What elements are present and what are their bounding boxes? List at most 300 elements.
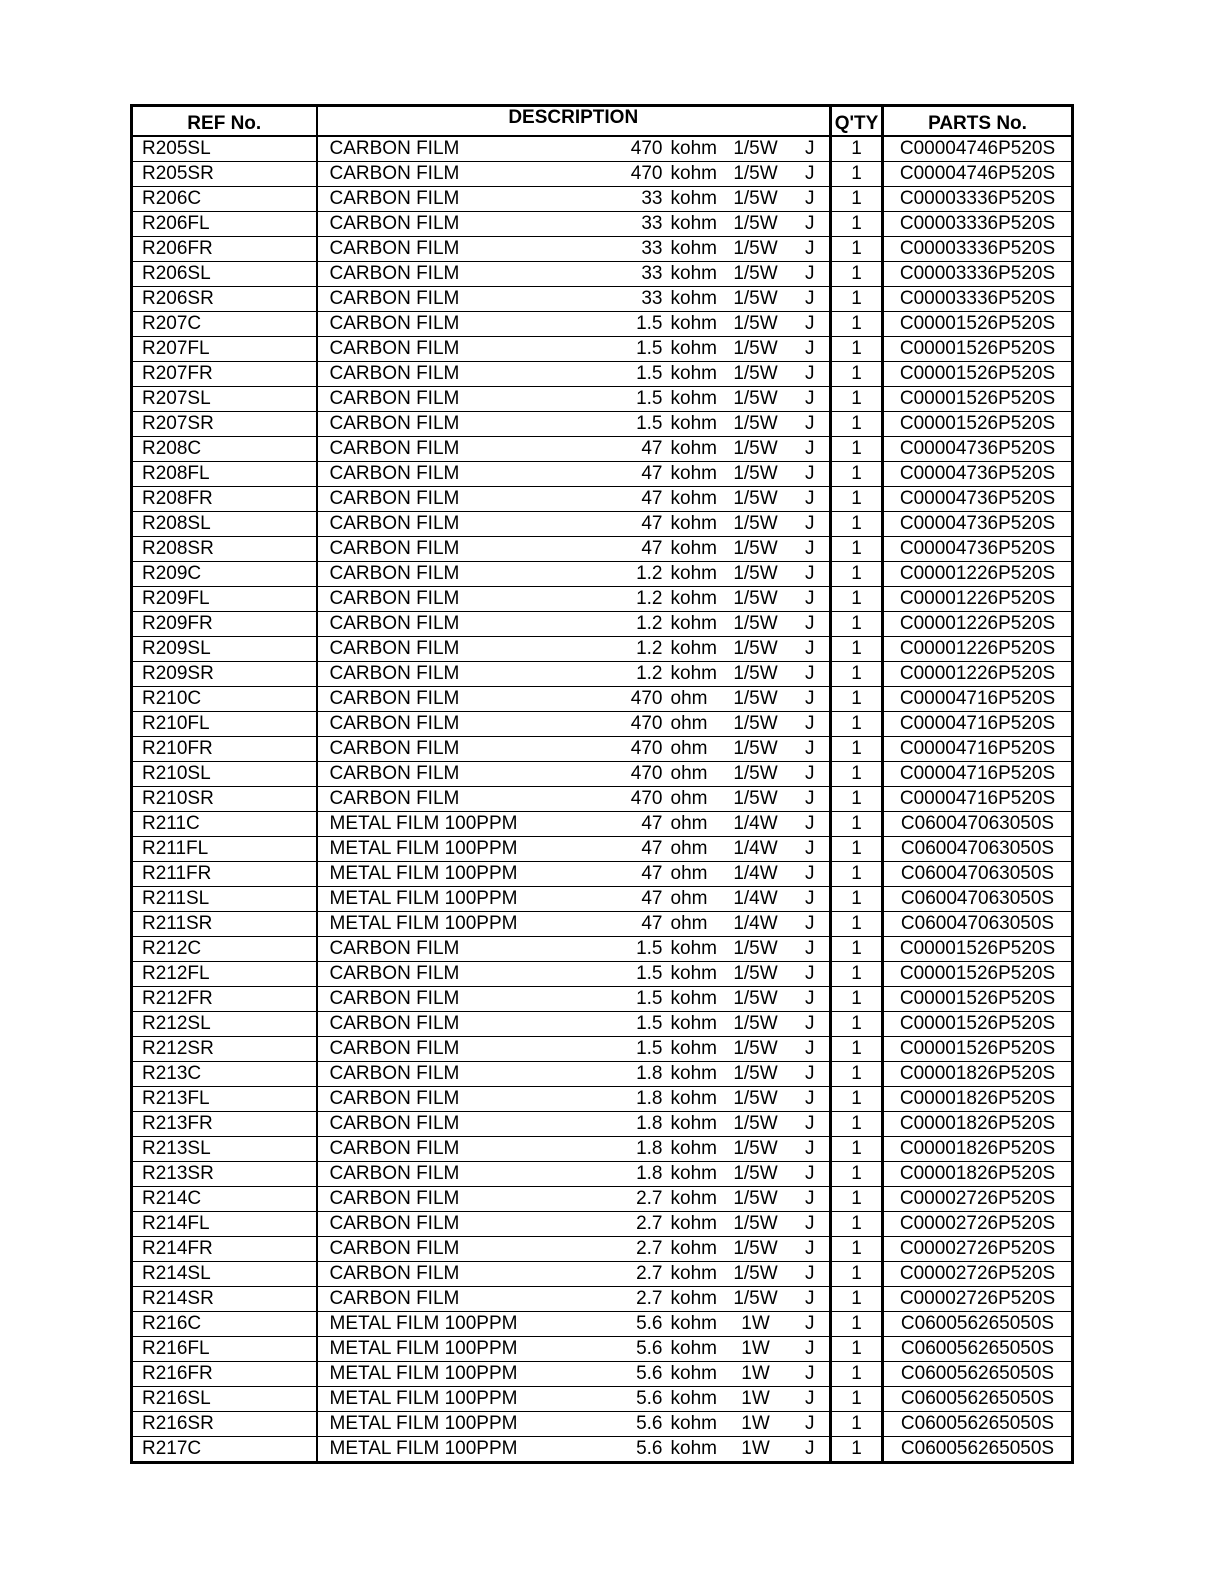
ref-no-cell: R212FR <box>132 987 317 1012</box>
tolerance-cell: J <box>791 362 831 387</box>
value-cell: 5.6 <box>587 1437 663 1463</box>
qty-cell: 1 <box>831 837 883 862</box>
tolerance-cell: J <box>791 412 831 437</box>
ref-no-cell: R205SL <box>132 136 317 162</box>
parts-no-cell: C00001526P520S <box>883 1012 1073 1037</box>
unit-cell: kohm <box>663 512 721 537</box>
table-row <box>132 487 1073 512</box>
table-row <box>132 537 1073 562</box>
value-cell: 1.5 <box>587 412 663 437</box>
tolerance-cell: J <box>791 612 831 637</box>
ref-no-cell: R210SL <box>132 762 317 787</box>
wattage-cell: 1/5W <box>721 162 791 187</box>
table-row <box>132 1137 1073 1162</box>
tolerance-cell: J <box>791 762 831 787</box>
ref-no-cell: R214SL <box>132 1262 317 1287</box>
parts-no-cell: C00004736P520S <box>883 487 1073 512</box>
tolerance-cell: J <box>791 687 831 712</box>
description-cell: CARBON FILM <box>317 937 587 962</box>
parts-no-cell: C00004716P520S <box>883 787 1073 812</box>
ref-no-cell: R214SR <box>132 1287 317 1312</box>
ref-no-cell: R211FL <box>132 837 317 862</box>
wattage-cell: 1/5W <box>721 737 791 762</box>
qty-cell: 1 <box>831 462 883 487</box>
table-header <box>132 106 1073 137</box>
parts-no-cell: C060047063050S <box>883 887 1073 912</box>
description-cell: CARBON FILM <box>317 762 587 787</box>
table-row <box>132 587 1073 612</box>
qty-cell: 1 <box>831 412 883 437</box>
unit-cell: kohm <box>663 1237 721 1262</box>
description-cell: CARBON FILM <box>317 287 587 312</box>
table-row <box>132 1287 1073 1312</box>
wattage-cell: 1W <box>721 1437 791 1463</box>
unit-cell: ohm <box>663 687 721 712</box>
value-cell: 47 <box>587 812 663 837</box>
value-cell: 2.7 <box>587 1212 663 1237</box>
description-cell: CARBON FILM <box>317 687 587 712</box>
description-cell: METAL FILM 100PPM <box>317 1412 587 1437</box>
value-cell: 1.5 <box>587 1037 663 1062</box>
unit-cell: ohm <box>663 887 721 912</box>
wattage-cell: 1/5W <box>721 587 791 612</box>
qty-cell: 1 <box>831 1087 883 1112</box>
tolerance-cell: J <box>791 1337 831 1362</box>
value-cell: 1.8 <box>587 1087 663 1112</box>
tolerance-cell: J <box>791 1387 831 1412</box>
description-cell: CARBON FILM <box>317 437 587 462</box>
value-cell: 1.5 <box>587 1012 663 1037</box>
tolerance-cell: J <box>791 1037 831 1062</box>
unit-cell: kohm <box>663 1412 721 1437</box>
parts-no-cell: C00004736P520S <box>883 462 1073 487</box>
value-cell: 1.2 <box>587 637 663 662</box>
qty-cell: 1 <box>831 987 883 1012</box>
parts-no-cell: C00002726P520S <box>883 1262 1073 1287</box>
parts-no-cell: C00001826P520S <box>883 1137 1073 1162</box>
wattage-cell: 1/5W <box>721 1162 791 1187</box>
parts-no-cell: C060056265050S <box>883 1437 1073 1463</box>
tolerance-cell: J <box>791 1312 831 1337</box>
ref-no-cell: R211SL <box>132 887 317 912</box>
ref-no-cell: R208C <box>132 437 317 462</box>
tolerance-cell: J <box>791 1062 831 1087</box>
ref-no-cell: R208FR <box>132 487 317 512</box>
description-cell: METAL FILM 100PPM <box>317 1312 587 1337</box>
value-cell: 33 <box>587 212 663 237</box>
tolerance-cell: J <box>791 1162 831 1187</box>
value-cell: 470 <box>587 737 663 762</box>
parts-no-cell: C060056265050S <box>883 1337 1073 1362</box>
parts-no-cell: C060047063050S <box>883 837 1073 862</box>
qty-cell: 1 <box>831 662 883 687</box>
unit-cell: kohm <box>663 1212 721 1237</box>
value-cell: 33 <box>587 287 663 312</box>
tolerance-cell: J <box>791 487 831 512</box>
description-cell: CARBON FILM <box>317 262 587 287</box>
ref-no-cell: R211FR <box>132 862 317 887</box>
value-cell: 33 <box>587 187 663 212</box>
description-cell: CARBON FILM <box>317 1137 587 1162</box>
qty-cell: 1 <box>831 1012 883 1037</box>
description-cell: METAL FILM 100PPM <box>317 812 587 837</box>
parts-no-cell: C00003336P520S <box>883 212 1073 237</box>
table-row <box>132 1237 1073 1262</box>
tolerance-cell: J <box>791 1412 831 1437</box>
qty-cell: 1 <box>831 212 883 237</box>
ref-no-cell: R206C <box>132 187 317 212</box>
table-row <box>132 1262 1073 1287</box>
table-row <box>132 787 1073 812</box>
table-row <box>132 287 1073 312</box>
wattage-cell: 1/5W <box>721 987 791 1012</box>
wattage-cell: 1/5W <box>721 412 791 437</box>
unit-cell: ohm <box>663 837 721 862</box>
parts-no-cell: C00001526P520S <box>883 987 1073 1012</box>
value-cell: 2.7 <box>587 1187 663 1212</box>
value-cell: 470 <box>587 787 663 812</box>
qty-cell: 1 <box>831 562 883 587</box>
table-row <box>132 1437 1073 1463</box>
qty-cell: 1 <box>831 1362 883 1387</box>
parts-no-cell: C00001226P520S <box>883 662 1073 687</box>
ref-no-cell: R210FL <box>132 712 317 737</box>
qty-cell: 1 <box>831 1112 883 1137</box>
description-cell: CARBON FILM <box>317 987 587 1012</box>
value-cell: 1.5 <box>587 987 663 1012</box>
parts-no-cell: C00004736P520S <box>883 537 1073 562</box>
wattage-cell: 1/5W <box>721 1212 791 1237</box>
ref-no-cell: R214C <box>132 1187 317 1212</box>
table-row <box>132 837 1073 862</box>
unit-cell: kohm <box>663 662 721 687</box>
ref-no-cell: R209FL <box>132 587 317 612</box>
parts-no-cell: C00001526P520S <box>883 1037 1073 1062</box>
tolerance-cell: J <box>791 287 831 312</box>
wattage-cell: 1/5W <box>721 237 791 262</box>
parts-no-cell: C00001526P520S <box>883 937 1073 962</box>
table-row <box>132 1412 1073 1437</box>
table-row <box>132 136 1073 162</box>
ref-no-cell: R216FR <box>132 1362 317 1387</box>
tolerance-cell: J <box>791 862 831 887</box>
value-cell: 1.5 <box>587 312 663 337</box>
qty-cell: 1 <box>831 862 883 887</box>
unit-cell: kohm <box>663 1362 721 1387</box>
unit-cell: kohm <box>663 587 721 612</box>
value-cell: 470 <box>587 712 663 737</box>
qty-cell: 1 <box>831 1212 883 1237</box>
value-cell: 1.2 <box>587 562 663 587</box>
value-cell: 2.7 <box>587 1287 663 1312</box>
wattage-cell: 1/5W <box>721 962 791 987</box>
ref-no-cell: R207C <box>132 312 317 337</box>
unit-cell: kohm <box>663 212 721 237</box>
wattage-cell: 1/5W <box>721 1037 791 1062</box>
value-cell: 1.8 <box>587 1162 663 1187</box>
tolerance-cell: J <box>791 537 831 562</box>
wattage-cell: 1/5W <box>721 1237 791 1262</box>
parts-no-cell: C00001526P520S <box>883 362 1073 387</box>
tolerance-cell: J <box>791 987 831 1012</box>
description-cell: METAL FILM 100PPM <box>317 912 587 937</box>
tolerance-cell: J <box>791 1087 831 1112</box>
ref-no-cell: R205SR <box>132 162 317 187</box>
unit-cell: kohm <box>663 1337 721 1362</box>
value-cell: 2.7 <box>587 1237 663 1262</box>
wattage-cell: 1/5W <box>721 387 791 412</box>
parts-no-cell: C060047063050S <box>883 862 1073 887</box>
unit-cell: kohm <box>663 987 721 1012</box>
ref-no-cell: R208SR <box>132 537 317 562</box>
wattage-cell: 1/5W <box>721 487 791 512</box>
description-cell: CARBON FILM <box>317 1012 587 1037</box>
description-cell: CARBON FILM <box>317 136 587 162</box>
unit-cell: kohm <box>663 162 721 187</box>
value-cell: 5.6 <box>587 1337 663 1362</box>
table-row <box>132 362 1073 387</box>
ref-no-cell: R208FL <box>132 462 317 487</box>
qty-cell: 1 <box>831 712 883 737</box>
tolerance-cell: J <box>791 462 831 487</box>
qty-cell: 1 <box>831 1387 883 1412</box>
parts-no-cell: C00002726P520S <box>883 1212 1073 1237</box>
ref-no-cell: R216FL <box>132 1337 317 1362</box>
ref-no-cell: R206SR <box>132 287 317 312</box>
wattage-cell: 1W <box>721 1337 791 1362</box>
wattage-cell: 1/5W <box>721 1137 791 1162</box>
table-row <box>132 237 1073 262</box>
value-cell: 1.5 <box>587 387 663 412</box>
qty-cell: 1 <box>831 912 883 937</box>
unit-cell: kohm <box>663 262 721 287</box>
parts-no-cell: C00001826P520S <box>883 1062 1073 1087</box>
tolerance-cell: J <box>791 437 831 462</box>
qty-cell: 1 <box>831 762 883 787</box>
tolerance-cell: J <box>791 912 831 937</box>
qty-cell: 1 <box>831 1437 883 1463</box>
unit-cell: kohm <box>663 362 721 387</box>
table-row <box>132 812 1073 837</box>
table-row <box>132 1012 1073 1037</box>
wattage-cell: 1/5W <box>721 1012 791 1037</box>
parts-no-cell: C00004746P520S <box>883 136 1073 162</box>
parts-no-cell: C00004736P520S <box>883 512 1073 537</box>
parts-no-cell: C00004716P520S <box>883 712 1073 737</box>
qty-cell: 1 <box>831 737 883 762</box>
table-row <box>132 862 1073 887</box>
unit-cell: kohm <box>663 562 721 587</box>
qty-cell: 1 <box>831 1187 883 1212</box>
description-cell: CARBON FILM <box>317 637 587 662</box>
unit-cell: ohm <box>663 737 721 762</box>
tolerance-cell: J <box>791 887 831 912</box>
qty-cell: 1 <box>831 1412 883 1437</box>
wattage-cell: 1/5W <box>721 1087 791 1112</box>
parts-no-cell: C060056265050S <box>883 1362 1073 1387</box>
description-cell: CARBON FILM <box>317 562 587 587</box>
wattage-cell: 1/5W <box>721 212 791 237</box>
table-row <box>132 387 1073 412</box>
description-cell: CARBON FILM <box>317 387 587 412</box>
tolerance-cell: J <box>791 337 831 362</box>
value-cell: 1.2 <box>587 587 663 612</box>
qty-cell: 1 <box>831 1262 883 1287</box>
description-cell: METAL FILM 100PPM <box>317 1437 587 1463</box>
parts-no-cell: C00003336P520S <box>883 262 1073 287</box>
parts-no-cell: C00001526P520S <box>883 312 1073 337</box>
parts-no-cell: C00001226P520S <box>883 587 1073 612</box>
qty-cell: 1 <box>831 162 883 187</box>
description-cell: CARBON FILM <box>317 712 587 737</box>
parts-no-cell: C00001826P520S <box>883 1112 1073 1137</box>
table-row <box>132 1387 1073 1412</box>
unit-cell: kohm <box>663 1162 721 1187</box>
wattage-cell: 1/4W <box>721 862 791 887</box>
description-cell: CARBON FILM <box>317 212 587 237</box>
parts-no-cell: C060056265050S <box>883 1312 1073 1337</box>
parts-no-cell: C00001526P520S <box>883 412 1073 437</box>
description-cell: METAL FILM 100PPM <box>317 887 587 912</box>
description-cell: METAL FILM 100PPM <box>317 1387 587 1412</box>
unit-cell: kohm <box>663 237 721 262</box>
parts-no-cell: C00002726P520S <box>883 1287 1073 1312</box>
table-row <box>132 1037 1073 1062</box>
tolerance-cell: J <box>791 712 831 737</box>
unit-cell: kohm <box>663 1112 721 1137</box>
unit-cell: kohm <box>663 937 721 962</box>
wattage-cell: 1/4W <box>721 837 791 862</box>
description-cell: CARBON FILM <box>317 187 587 212</box>
unit-cell: kohm <box>663 1087 721 1112</box>
value-cell: 47 <box>587 862 663 887</box>
tolerance-cell: J <box>791 312 831 337</box>
ref-no-cell: R207FR <box>132 362 317 387</box>
qty-cell: 1 <box>831 362 883 387</box>
unit-cell: kohm <box>663 1187 721 1212</box>
wattage-cell: 1/5W <box>721 637 791 662</box>
ref-no-cell: R213C <box>132 1062 317 1087</box>
ref-no-cell: R210C <box>132 687 317 712</box>
unit-cell: kohm <box>663 1262 721 1287</box>
wattage-cell: 1/5W <box>721 512 791 537</box>
unit-cell: ohm <box>663 787 721 812</box>
table-row <box>132 762 1073 787</box>
qty-cell: 1 <box>831 1162 883 1187</box>
value-cell: 470 <box>587 162 663 187</box>
ref-no-cell: R210SR <box>132 787 317 812</box>
tolerance-cell: J <box>791 812 831 837</box>
value-cell: 1.2 <box>587 612 663 637</box>
ref-no-cell: R214FR <box>132 1237 317 1262</box>
description-cell: CARBON FILM <box>317 1187 587 1212</box>
wattage-cell: 1/5W <box>721 462 791 487</box>
qty-cell: 1 <box>831 287 883 312</box>
parts-no-cell: C00004746P520S <box>883 162 1073 187</box>
table-row <box>132 687 1073 712</box>
unit-cell: kohm <box>663 337 721 362</box>
wattage-cell: 1/5W <box>721 1287 791 1312</box>
table-row <box>132 962 1073 987</box>
tolerance-cell: J <box>791 662 831 687</box>
wattage-cell: 1/5W <box>721 136 791 162</box>
qty-cell: 1 <box>831 1287 883 1312</box>
qty-cell: 1 <box>831 312 883 337</box>
qty-cell: 1 <box>831 237 883 262</box>
qty-cell: 1 <box>831 612 883 637</box>
description-cell: CARBON FILM <box>317 487 587 512</box>
ref-no-cell: R216C <box>132 1312 317 1337</box>
table-row <box>132 512 1073 537</box>
wattage-cell: 1/5W <box>721 1262 791 1287</box>
qty-cell: 1 <box>831 187 883 212</box>
parts-no-cell: C00001526P520S <box>883 337 1073 362</box>
description-cell: CARBON FILM <box>317 462 587 487</box>
tolerance-cell: J <box>791 187 831 212</box>
description-cell: CARBON FILM <box>317 362 587 387</box>
parts-list-table <box>130 104 1074 1464</box>
wattage-cell: 1/5W <box>721 337 791 362</box>
header-ref-no: REF No. <box>132 106 317 137</box>
value-cell: 5.6 <box>587 1362 663 1387</box>
qty-cell: 1 <box>831 587 883 612</box>
ref-no-cell: R209FR <box>132 612 317 637</box>
description-cell: CARBON FILM <box>317 312 587 337</box>
ref-no-cell: R206SL <box>132 262 317 287</box>
parts-no-cell: C060056265050S <box>883 1412 1073 1437</box>
tolerance-cell: J <box>791 787 831 812</box>
value-cell: 47 <box>587 537 663 562</box>
table-row <box>132 1062 1073 1087</box>
qty-cell: 1 <box>831 136 883 162</box>
description-cell: CARBON FILM <box>317 962 587 987</box>
tolerance-cell: J <box>791 1137 831 1162</box>
table-row <box>132 187 1073 212</box>
wattage-cell: 1/5W <box>721 712 791 737</box>
value-cell: 1.5 <box>587 362 663 387</box>
wattage-cell: 1/5W <box>721 787 791 812</box>
header-qty: Q'TY <box>831 106 883 137</box>
tolerance-cell: J <box>791 1237 831 1262</box>
qty-cell: 1 <box>831 1137 883 1162</box>
parts-no-cell: C00002726P520S <box>883 1237 1073 1262</box>
unit-cell: ohm <box>663 762 721 787</box>
parts-no-cell: C060056265050S <box>883 1387 1073 1412</box>
wattage-cell: 1/5W <box>721 537 791 562</box>
value-cell: 47 <box>587 487 663 512</box>
wattage-cell: 1/4W <box>721 887 791 912</box>
ref-no-cell: R214FL <box>132 1212 317 1237</box>
value-cell: 1.5 <box>587 962 663 987</box>
wattage-cell: 1/5W <box>721 1112 791 1137</box>
unit-cell: kohm <box>663 1287 721 1312</box>
ref-no-cell: R210FR <box>132 737 317 762</box>
tolerance-cell: J <box>791 387 831 412</box>
ref-no-cell: R216SL <box>132 1387 317 1412</box>
ref-no-cell: R207FL <box>132 337 317 362</box>
qty-cell: 1 <box>831 337 883 362</box>
wattage-cell: 1/4W <box>721 912 791 937</box>
wattage-cell: 1/5W <box>721 612 791 637</box>
description-cell: CARBON FILM <box>317 162 587 187</box>
description-cell: CARBON FILM <box>317 1287 587 1312</box>
tolerance-cell: J <box>791 1187 831 1212</box>
parts-no-cell: C00003336P520S <box>883 237 1073 262</box>
ref-no-cell: R209SL <box>132 637 317 662</box>
description-cell: CARBON FILM <box>317 662 587 687</box>
tolerance-cell: J <box>791 737 831 762</box>
unit-cell: kohm <box>663 612 721 637</box>
